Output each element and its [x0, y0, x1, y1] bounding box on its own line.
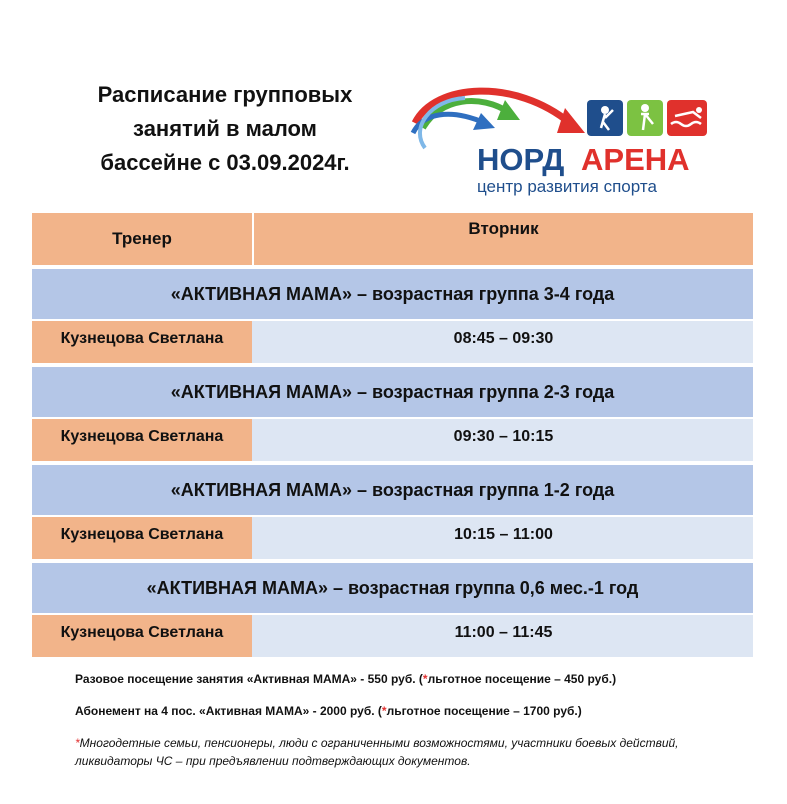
discount-footnote: *Многодетные семьи, пенсионеры, люди с ограниченными возможностями, участники боевых действий, ликвидаторы ЧС – при предъявлении подтверждающих документов.: [75, 736, 679, 768]
swoosh-arrows-icon: [413, 91, 585, 148]
logo-name-part2: АРЕНА: [581, 142, 690, 177]
table-row: [32, 615, 753, 657]
table-row: [32, 517, 753, 559]
header-coach: Тренер: [112, 229, 172, 248]
coach-cell: Кузнецова Светлана: [32, 517, 252, 559]
coach-cell: Кузнецова Светлана: [32, 321, 252, 363]
schedule-table: [32, 213, 753, 657]
logo-tagline: центр развития спорта: [477, 177, 657, 196]
coach-cell: Кузнецова Светлана: [32, 615, 252, 657]
time-cell: 11:00 – 11:45: [454, 624, 553, 641]
single-visit-price: Разовое посещение занятия «Активная МАМА» - 550 руб. (*льготное посещение – 450 руб.): [75, 672, 617, 686]
time-cell: 10:15 – 11:00: [454, 526, 553, 543]
group-title: «АКТИВНАЯ МАМА» – возрастная группа 1-2 года: [32, 465, 753, 515]
page-title: [60, 78, 390, 180]
table-row: [32, 321, 753, 363]
header-day: Вторник: [468, 219, 539, 238]
group-title: «АКТИВНАЯ МАМА» – возрастная группа 3-4 года: [32, 269, 753, 319]
nord-arena-logo: [405, 78, 725, 203]
coach-cell: Кузнецова Светлана: [32, 419, 252, 461]
title-line-2: занятий в малом: [133, 116, 317, 141]
table-header: [32, 213, 753, 265]
title-line-3: бассейне с 03.09.2024г.: [100, 150, 350, 175]
time-cell: 09:30 – 10:15: [453, 428, 554, 445]
group-title: «АКТИВНАЯ МАМА» – возрастная группа 2-3 года: [32, 367, 753, 417]
time-cell: 08:45 – 09:30: [453, 330, 554, 347]
table-row: [32, 419, 753, 461]
subscription-price: Абонемент на 4 пос. «Активная МАМА» - 2000 руб. (*льготное посещение – 1700 руб.): [75, 704, 582, 718]
title-line-1: Расписание групповых: [97, 82, 353, 107]
logo-name-part1: НОРД: [477, 142, 565, 177]
group-title: «АКТИВНАЯ МАМА» – возрастная группа 0,6 мес.-1 год: [32, 563, 753, 613]
